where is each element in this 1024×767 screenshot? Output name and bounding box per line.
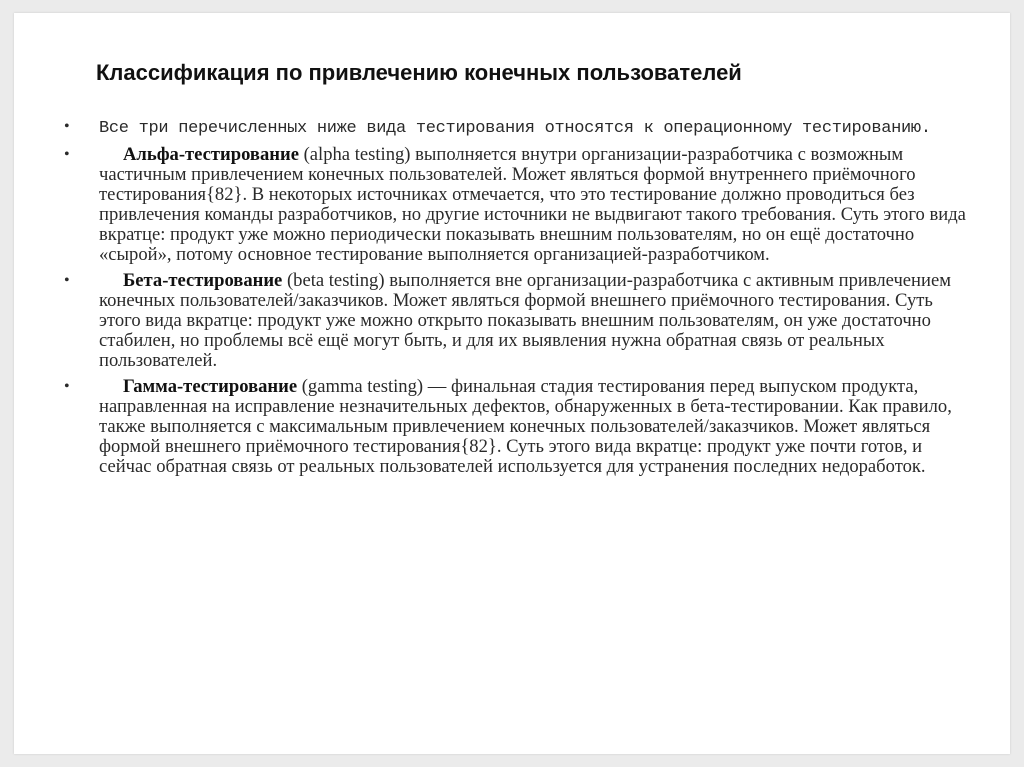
list-item bbox=[64, 117, 974, 139]
item-text: (beta testing) выполняется вне организации-разработчика с активным привлечением конечных пользователей/заказчиков. Может являться формой внешнего приёмочного тестирования. Суть этого вида вкратце: продукт уже можно открыто показывать внешним пользователям, он уже достаточно стабилен, но проблемы всё ещё могут быть, и для их выявления нужна обратная связь от реальных пользователей. bbox=[99, 270, 951, 371]
list-item bbox=[64, 377, 974, 477]
item-text: (gamma testing) — финальная стадия тестирования перед выпуском продукта, направленная на исправление незначительных дефектов, обнаруженных в бета-тестировании. Как правило, также выполняется с максимальным привлечением конечных пользователей/заказчиков. Может являться формой внешнего приёмочного тестирования{82}. Суть этого вида вкратце: продукт уже почти готов, и сейчас обратная связь от реальных пользователей используется для устранения последних недоработок. bbox=[99, 376, 952, 477]
bullet-icon: • bbox=[64, 272, 70, 289]
bullet-icon: • bbox=[64, 378, 70, 395]
item-text: (alpha testing) выполняется внутри организации-разработчика с возможным частичным привлечением конечных пользователей. Может являться формой внутреннего приёмочного тестирования{82}. В некоторых источниках отмечается, что это тестирование должно проводиться без привлечения команды разработчиков, но другие источники не выдвигают такого требования. Суть этого вида вкратце: продукт уже можно периодически показывать внешним пользователям, но он ещё достаточно «сырой», потому основное тестирование выполняется организацией-разработчиком. bbox=[99, 144, 966, 265]
slide-title: Классификация по привлечению конечных пользователей bbox=[96, 60, 742, 85]
list-item bbox=[64, 271, 974, 371]
term-gamma: Гамма-тестирование bbox=[123, 376, 298, 397]
item-text: Все три перечисленных ниже вида тестирования относятся к операционному тестированию. bbox=[99, 119, 931, 138]
term-beta: Бета-тестирование bbox=[123, 270, 283, 291]
bullet-list bbox=[64, 117, 974, 483]
bullet-icon: • bbox=[64, 146, 70, 163]
list-item bbox=[64, 145, 974, 265]
bullet-icon: • bbox=[64, 118, 70, 135]
term-alpha: Альфа-тестирование bbox=[123, 144, 299, 165]
